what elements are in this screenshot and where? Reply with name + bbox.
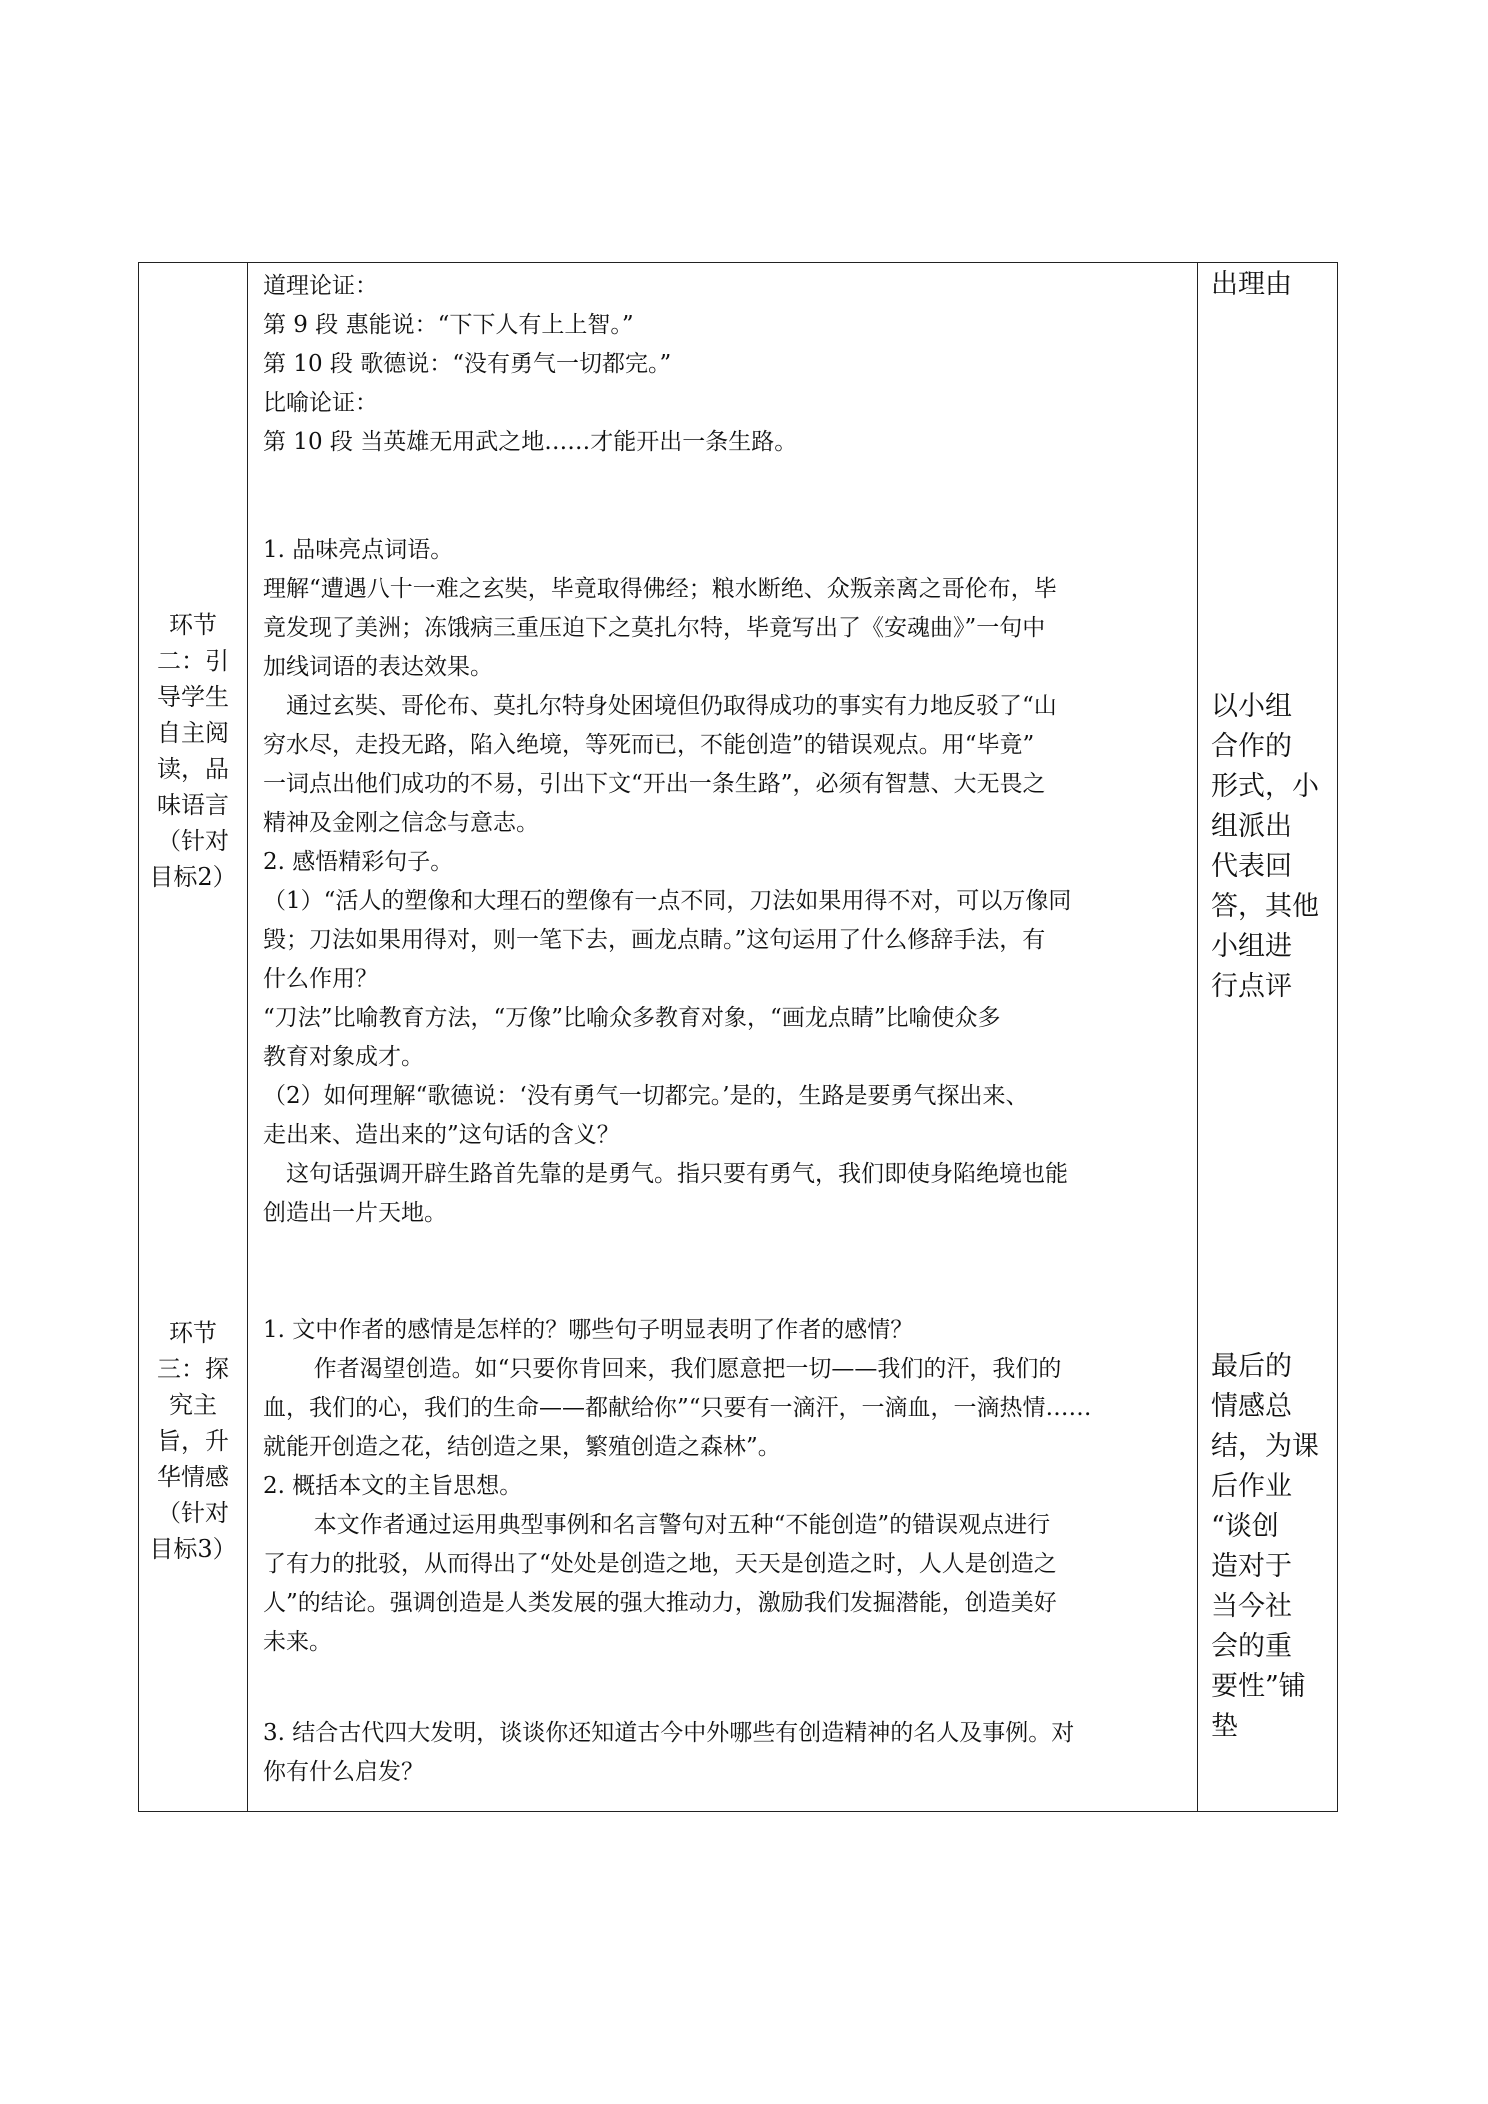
text-line: 了有力的批驳，从而得出了“处处是创造之地，天天是创造之时，人人是创造之	[263, 1551, 1057, 1577]
text-line: 穷水尽，走投无路，陷入绝境，等死而已，不能创造”的错误观点。用“毕竟”	[263, 732, 1035, 758]
text-line: 第 9 段 惠能说：“下下人有上上智。”	[263, 312, 634, 338]
text-line: 2. 概括本文的主旨思想。	[263, 1473, 523, 1499]
text-line: 3. 结合古代四大发明，谈谈你还知道古今中外哪些有创造精神的名人及事例。对	[263, 1720, 1075, 1746]
lesson-table	[138, 262, 1338, 1812]
text-line: （1）“活人的塑像和大理石的塑像有一点不同，刀法如果用得不对，可以万像同	[263, 888, 1072, 914]
text-line: 毁；刀法如果用得对，则一笔下去，画龙点睛。”这句运用了什么修辞手法，有	[263, 927, 1046, 953]
text-line: 竟发现了美洲；冻饿病三重压迫下之莫扎尔特，毕竟写出了《安魂曲》”一句中	[263, 615, 1046, 641]
text-line: 精神及金刚之信念与意志。	[263, 810, 539, 836]
column-divider	[247, 263, 248, 1811]
content-cell	[263, 1311, 1187, 1792]
text-line: 人”的结论。强调创造是人类发展的强大推动力，激励我们发掘潜能，创造美好	[263, 1590, 1057, 1616]
text-line: 比喻论证：	[263, 390, 378, 416]
stage-label: 环节 二：引 导学生 自主阅 读，品 味语言 （针对 目标2）	[149, 611, 237, 891]
text-line: 1. 文中作者的感情是怎样的？哪些句子明显表明了作者的感情？	[263, 1317, 914, 1343]
text-line: 一词点出他们成功的不易，引出下文“开出一条生路”，必须有智慧、大无畏之	[263, 771, 1046, 797]
text-line: 1. 品味亮点词语。	[263, 537, 454, 563]
purpose-cell: 以小组 合作的 形式，小 组派出 代表回 答，其他 小组进 行点评	[1211, 691, 1319, 1002]
text-line: 加线词语的表达效果。	[263, 654, 493, 680]
text-line: 2. 感悟精彩句子。	[263, 849, 454, 875]
purpose-cell: 最后的 情感总 结，为课 后作业 “谈创 造对于 当今社 会的重 要性”铺 垫	[1211, 1351, 1319, 1742]
stage-label: 环节 三：探 究主 旨，升 华情感 （针对 目标3）	[149, 1319, 237, 1563]
text-line: （2）如何理解“歌德说：‘没有勇气一切都完。’是的，生路是要勇气探出来、	[263, 1083, 1029, 1109]
text-line: 作者渴望创造。如“只要你肯回来，我们愿意把一切——我们的汗，我们的	[313, 1356, 1062, 1382]
text-line: 这句话强调开辟生路首先靠的是勇气。指只要有勇气，我们即使身陷绝境也能	[286, 1161, 1068, 1187]
text-line: 第 10 段 当英雄无用武之地……才能开出一条生路。	[263, 429, 798, 455]
content-cell	[263, 267, 1187, 462]
text-line: “刀法”比喻教育方法，“万像”比喻众多教育对象，“画龙点睛”比喻使众多	[263, 1005, 1001, 1031]
text-line: 创造出一片天地。	[263, 1200, 447, 1226]
text-line: 什么作用？	[263, 966, 378, 992]
text-line: 第 10 段 歌德说：“没有勇气一切都完。”	[263, 351, 672, 377]
text-line: 通过玄奘、哥伦布、莫扎尔特身处困境但仍取得成功的事实有力地反驳了“山	[286, 693, 1057, 719]
text-line: 未来。	[263, 1629, 332, 1655]
content-cell	[263, 531, 1187, 1233]
purpose-cell: 出理由	[1211, 269, 1292, 300]
text-line: 道理论证：	[263, 273, 378, 299]
text-line: 教育对象成才。	[263, 1044, 424, 1070]
text-line: 就能开创造之花，结创造之果，繁殖创造之森林”。	[263, 1434, 781, 1460]
text-line: 理解“遭遇八十一难之玄奘，毕竟取得佛经；粮水断绝、众叛亲离之哥伦布，毕	[263, 576, 1057, 602]
text-line: 走出来、造出来的”这句话的含义？	[263, 1122, 620, 1148]
text-line: 本文作者通过运用典型事例和名言警句对五种“不能创造”的错误观点进行	[313, 1512, 1051, 1538]
text-line: 你有什么启发？	[263, 1759, 424, 1785]
text-line: 血，我们的心，我们的生命——都献给你”“只要有一滴汗，一滴血，一滴热情……	[263, 1395, 1092, 1421]
